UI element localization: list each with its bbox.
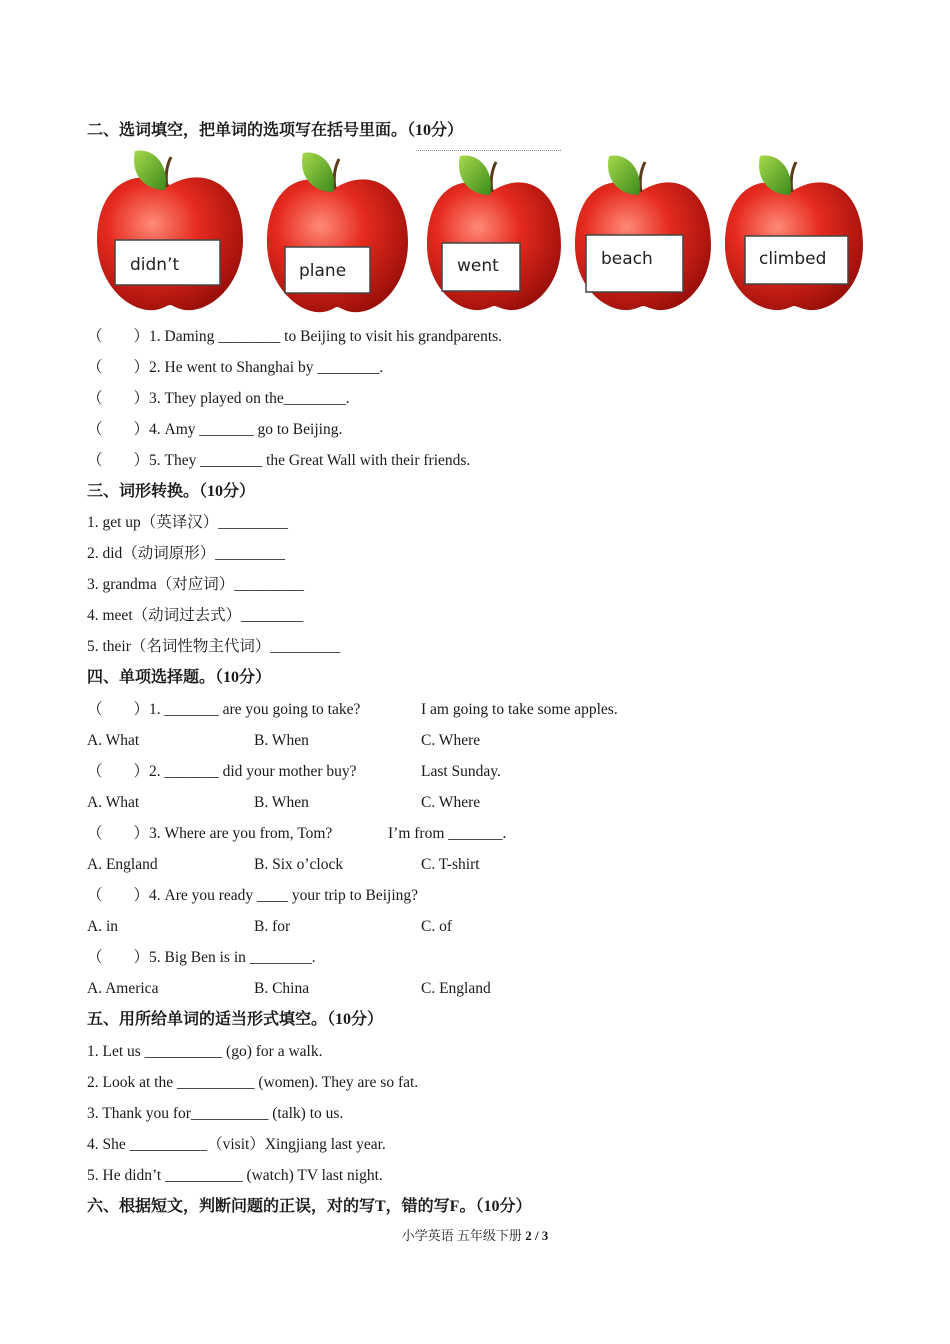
s4-option: B. for [254, 918, 291, 935]
s2-item-4: （ ）4. Amy _______ go to Beijing. [87, 421, 343, 438]
s4-option: A. England [87, 856, 158, 873]
section3-heading: 三、词形转换。（10分） [87, 483, 256, 500]
word-label: went [457, 256, 499, 276]
s3-item-5: 5. their（名词性物主代词）_________ [87, 638, 341, 655]
word-label: climbed [759, 249, 827, 269]
s4-option: B. Six o’clock [254, 856, 344, 873]
section6-heading: 六、根据短文，判断问题的正误，对的写T，错的写F。（10分） [87, 1198, 532, 1215]
s2-item-1: （ ）1. Daming ________ to Beijing to visit his grandparents. [87, 328, 503, 345]
s3-item-4: 4. meet（动词过去式）________ [87, 607, 304, 624]
s4-answer-1: I am going to take some apples. [421, 701, 618, 718]
s4-answer-3: I’m from _______. [388, 825, 507, 842]
s4-option: A. America [87, 980, 159, 997]
word-label: plane [299, 261, 347, 281]
section4-heading: 四、单项选择题。（10分） [87, 669, 272, 686]
section2-heading: 二、选词填空，把单词的选项写在括号里面。（10分） [87, 122, 464, 139]
page-footer [0, 1225, 950, 1244]
page-number: 2 / 3 [525, 1228, 549, 1243]
s5-item-1: 1. Let us __________ (go) for a walk. [87, 1043, 323, 1060]
s4-option: B. When [254, 794, 309, 811]
s4-option: A. What [87, 794, 140, 811]
s4-question-5: （ ）5. Big Ben is in ________. [87, 949, 316, 966]
s2-item-3: （ ）3. They played on the________. [87, 390, 350, 407]
apple-icon [425, 150, 563, 315]
s4-question-2: （ ）2. _______ did your mother buy? [87, 763, 357, 780]
s3-item-2: 2. did（动词原形）_________ [87, 545, 286, 562]
s4-option: C. Where [421, 732, 481, 749]
s4-option: C. England [421, 980, 491, 997]
s4-option: C. T-shirt [421, 856, 480, 873]
word-apples [95, 145, 865, 320]
footer-text: 小学英语 五年级下册 [401, 1228, 526, 1243]
s5-item-3: 3. Thank you for__________ (talk) to us. [87, 1105, 344, 1122]
s4-question-4: （ ）4. Are you ready ____ your trip to Beijing? [87, 887, 419, 904]
word-label: beach [601, 249, 653, 269]
section5-heading: 五、用所给单词的适当形式填空。（10分） [87, 1011, 384, 1028]
s4-option: A. What [87, 732, 140, 749]
s3-item-3: 3. grandma（对应词）_________ [87, 576, 304, 593]
s4-option: C. of [421, 918, 452, 935]
apple-icon [265, 147, 410, 317]
s5-item-4: 4. She __________（visit）Xingjiang last year. [87, 1136, 386, 1153]
s4-option: C. Where [421, 794, 481, 811]
s5-item-2: 2. Look at the __________ (women). They are so fat. [87, 1074, 419, 1091]
s2-item-2: （ ）2. He went to Shanghai by ________. [87, 359, 384, 376]
apple-icon [573, 150, 713, 315]
s4-option: B. When [254, 732, 309, 749]
s4-option: A. in [87, 918, 118, 935]
s4-question-1: （ ）1. _______ are you going to take? [87, 701, 361, 718]
s2-item-5: （ ）5. They ________ the Great Wall with their friends. [87, 452, 471, 469]
s5-item-5: 5. He didn’t __________ (watch) TV last night. [87, 1167, 383, 1184]
s4-question-3: （ ）3. Where are you from, Tom? [87, 825, 333, 842]
word-label: didn’t [130, 255, 180, 275]
apple-icon [723, 150, 865, 315]
s4-answer-2: Last Sunday. [421, 763, 501, 780]
apple-icon [95, 145, 245, 315]
s3-item-1: 1. get up（英译汉）_________ [87, 514, 289, 531]
s4-option: B. China [254, 980, 310, 997]
